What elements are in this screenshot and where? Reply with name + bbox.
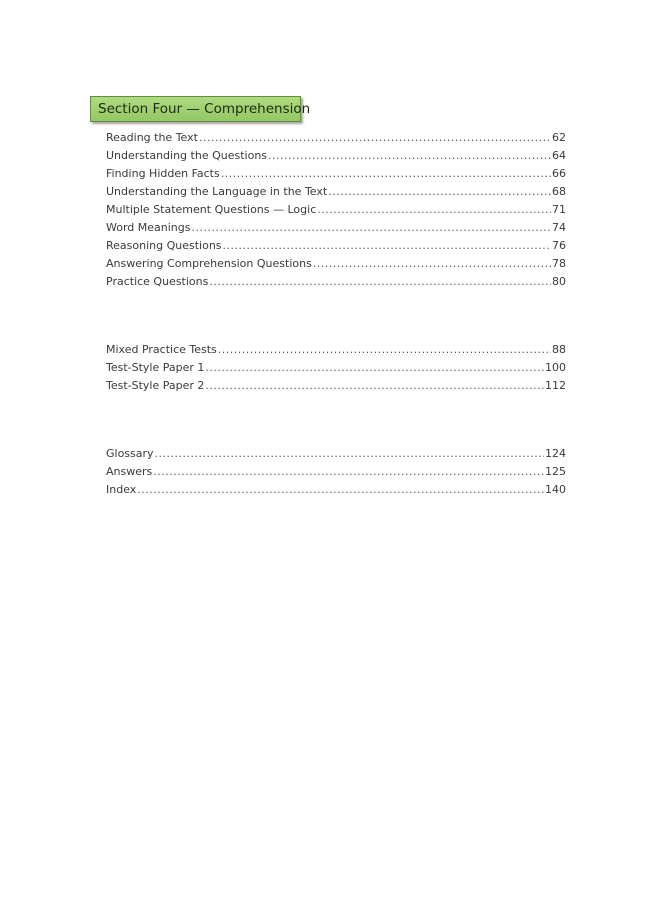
toc-entry-page: 64 — [552, 149, 566, 162]
section-heading: Section Four — Comprehension — [90, 96, 301, 122]
toc-entry-title: Understanding the Language in the Text — [106, 185, 328, 198]
toc-entry-page: 100 — [545, 361, 566, 374]
toc-group-practice-tests — [106, 341, 566, 395]
toc-entry-page: 68 — [552, 185, 566, 198]
toc-entry[interactable] — [106, 481, 566, 499]
dot-leader — [268, 147, 551, 165]
toc-entry-page: 76 — [552, 239, 566, 252]
dot-leader — [221, 165, 551, 183]
toc-entry[interactable] — [106, 463, 566, 481]
toc-entry-page: 125 — [545, 465, 566, 478]
toc-entry-title: Understanding the Questions — [106, 149, 268, 162]
toc-entry-title: Answering Comprehension Questions — [106, 257, 312, 270]
toc-entry[interactable] — [106, 219, 566, 237]
toc-entry[interactable] — [106, 237, 566, 255]
toc-entry[interactable] — [106, 165, 566, 183]
dot-leader — [223, 237, 551, 255]
toc-entry-title: Test-Style Paper 2 — [106, 379, 205, 392]
toc-entry[interactable] — [106, 147, 566, 165]
toc-entry-page: 74 — [552, 221, 566, 234]
toc-entry-page: 66 — [552, 167, 566, 180]
toc-entry-title: Glossary — [106, 447, 154, 460]
toc-entry[interactable] — [106, 255, 566, 273]
toc-group-comprehension — [106, 129, 566, 291]
dot-leader — [218, 341, 551, 359]
dot-leader — [191, 219, 551, 237]
toc-group-back-matter — [106, 445, 566, 499]
toc-entry-title: Word Meanings — [106, 221, 191, 234]
toc-entry-page: 62 — [552, 131, 566, 144]
toc-entry[interactable] — [106, 341, 566, 359]
toc-entry-page: 71 — [552, 203, 566, 216]
toc-entry-page: 88 — [552, 343, 566, 356]
toc-entry-title: Multiple Statement Questions — Logic — [106, 203, 317, 216]
toc-entry-page: 124 — [545, 447, 566, 460]
toc-entry-title: Reasoning Questions — [106, 239, 222, 252]
toc-entry-page: 80 — [552, 275, 566, 288]
toc-entry[interactable] — [106, 129, 566, 147]
dot-leader — [317, 201, 551, 219]
toc-entry-page: 78 — [552, 257, 566, 270]
toc-entry-title: Answers — [106, 465, 153, 478]
toc-entry-title: Reading the Text — [106, 131, 198, 144]
dot-leader — [209, 273, 551, 291]
dot-leader — [205, 359, 544, 377]
dot-leader — [155, 445, 544, 463]
dot-leader — [137, 481, 544, 499]
toc-entry-page: 140 — [545, 483, 566, 496]
toc-entry[interactable] — [106, 273, 566, 291]
toc-entry-title: Test-Style Paper 1 — [106, 361, 205, 374]
dot-leader — [153, 463, 544, 481]
toc-entry[interactable] — [106, 377, 566, 395]
dot-leader — [328, 183, 551, 201]
toc-entry-title: Finding Hidden Facts — [106, 167, 220, 180]
toc-entry-title: Practice Questions — [106, 275, 209, 288]
toc-entry-title: Mixed Practice Tests — [106, 343, 217, 356]
toc-entry[interactable] — [106, 445, 566, 463]
toc-entry-page: 112 — [545, 379, 566, 392]
dot-leader — [199, 129, 551, 147]
toc-entry-title: Index — [106, 483, 137, 496]
toc-entry[interactable] — [106, 359, 566, 377]
dot-leader — [313, 255, 551, 273]
toc-entry[interactable] — [106, 183, 566, 201]
dot-leader — [205, 377, 544, 395]
toc-entry[interactable] — [106, 201, 566, 219]
